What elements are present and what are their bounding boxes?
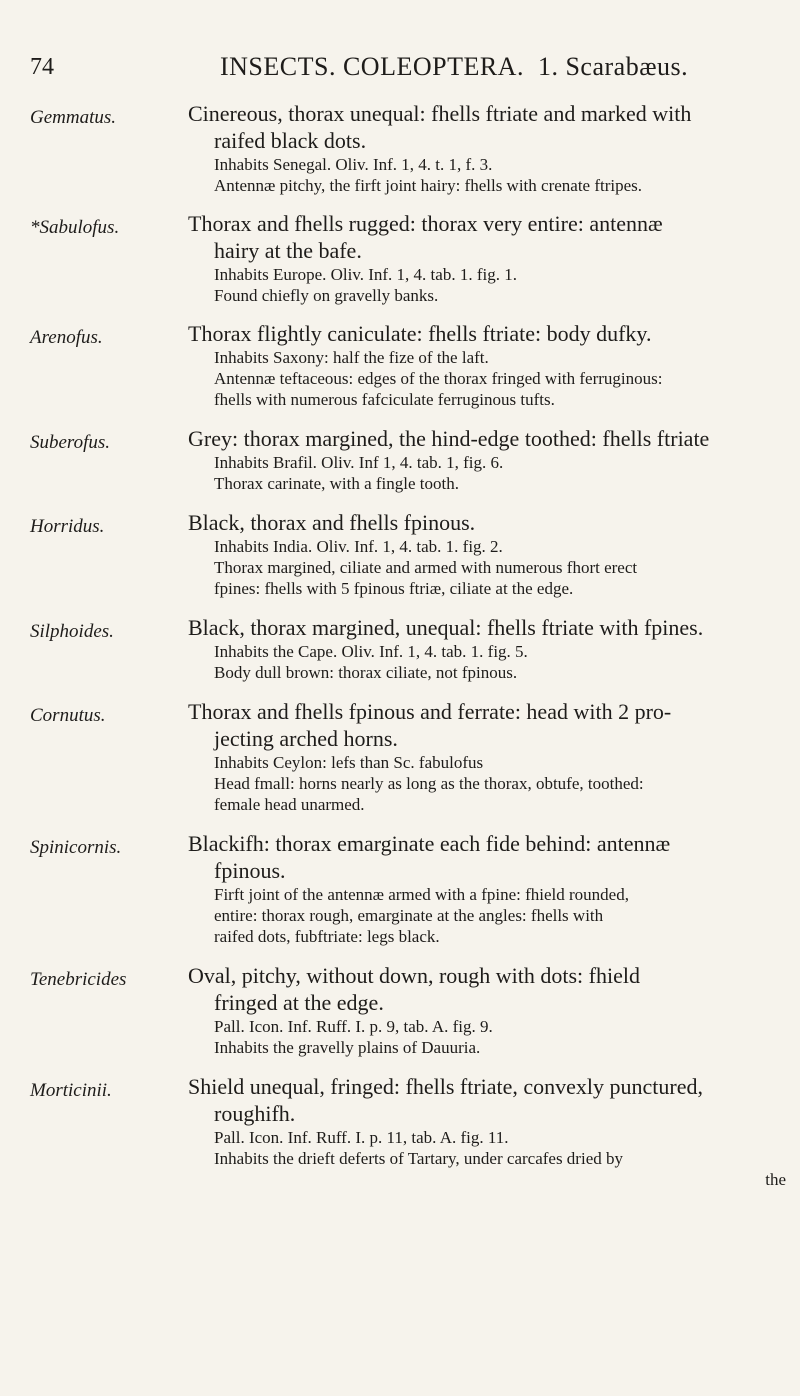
running-head-genus: 1. Scarabæus. — [537, 52, 689, 81]
species-detail: Body dull brown: thorax ciliate, not fpinous. — [214, 663, 518, 682]
species-entry — [30, 698, 790, 815]
species-description: Shield unequal, fringed: fhells ftriate, convexly punctured, roughifh. — [188, 1074, 704, 1126]
page-header — [30, 52, 780, 92]
species-entry — [30, 320, 790, 410]
species-detail: Thorax margined, ciliate and armed with numerous fhort erect — [214, 558, 638, 577]
species-detail: entire: thorax rough, emarginate at the angles: fhells with — [214, 906, 604, 925]
species-detail: fpines: fhells with 5 fpinous ftriæ, ciliate at the edge. — [214, 579, 574, 598]
species-detail: Pall. Icon. Inf. Ruff. I. p. 9, tab. A. fig. 9. — [214, 1017, 493, 1036]
species-entry — [30, 830, 790, 947]
species-description: Black, thorax margined, unequal: fhells ftriate with fpines. — [188, 615, 704, 640]
species-detail: Inhabits the drieft deferts of Tartary, under carcafes dried by — [214, 1149, 623, 1168]
species-detail: Found chiefly on gravelly banks. — [214, 286, 439, 305]
species-detail: the — [765, 1170, 786, 1189]
species-description: Thorax and fhells fpinous and ferrate: head with 2 pro- jecting arched horns. — [188, 699, 672, 751]
species-name: Arenofus. — [30, 327, 103, 348]
species-description: Thorax and fhells rugged: thorax very entire: antennæ hairy at the bafe. — [188, 211, 663, 263]
species-name: Silphoides. — [30, 621, 114, 642]
species-entry — [30, 509, 790, 599]
species-detail: Inhabits Senegal. Oliv. Inf. 1, 4. t. 1, f. 3. — [214, 155, 493, 174]
species-description: Blackifh: thorax emarginate each fide behind: antennæ fpinous. — [188, 831, 671, 883]
species-detail: Inhabits Europe. Oliv. Inf. 1, 4. tab. 1. fig. 1. — [214, 265, 517, 284]
running-head-title: INSECTS. COLEOPTERA. — [220, 52, 524, 81]
species-entry — [30, 100, 790, 196]
species-entries — [30, 100, 790, 1190]
species-description: Thorax flightly caniculate: fhells ftriate: body dufky. — [188, 321, 652, 346]
species-detail: female head unarmed. — [214, 795, 365, 814]
species-name: Spinicornis. — [30, 837, 122, 858]
species-detail: Inhabits Ceylon: lefs than Sc. fabulofus — [214, 753, 484, 772]
species-detail: Inhabits the gravelly plains of Dauuria. — [214, 1038, 481, 1057]
species-detail: Thorax carinate, with a fingle tooth. — [214, 474, 459, 493]
species-entry — [30, 962, 790, 1058]
species-name: Horridus. — [30, 516, 105, 537]
species-detail: raifed dots, fubftriate: legs black. — [214, 927, 440, 946]
species-name: Gemmatus. — [30, 107, 117, 128]
species-name: Cornutus. — [30, 705, 106, 726]
species-detail: Antennæ pitchy, the firft joint hairy: fhells with crenate ftripes. — [214, 176, 643, 195]
species-name: *Sabulofus. — [30, 217, 120, 238]
species-detail: fhells with numerous fafciculate ferruginous tufts. — [214, 390, 555, 409]
species-detail: Antennæ teftaceous: edges of the thorax fringed with ferruginous: — [214, 369, 663, 388]
page-number: 74 — [30, 54, 54, 80]
species-entry — [30, 425, 790, 494]
species-description: Black, thorax and fhells fpinous. — [188, 510, 476, 535]
species-description: Cinereous, thorax unequal: fhells ftriate and marked with raifed black dots. — [188, 101, 692, 153]
species-detail: Firft joint of the antennæ armed with a fpine: fhield rounded, — [214, 885, 629, 904]
species-detail: Inhabits Brafil. Oliv. Inf 1, 4. tab. 1, fig. 6. — [214, 453, 504, 472]
species-detail: Inhabits the Cape. Oliv. Inf. 1, 4. tab. 1. fig. 5. — [214, 642, 528, 661]
species-detail: Inhabits India. Oliv. Inf. 1, 4. tab. 1. fig. 2. — [214, 537, 503, 556]
species-description: Grey: thorax margined, the hind-edge toothed: fhells ftriate — [188, 426, 710, 451]
species-entry — [30, 614, 790, 683]
species-detail: Head fmall: horns nearly as long as the thorax, obtufe, toothed: — [214, 774, 644, 793]
species-name: Suberofus. — [30, 432, 111, 453]
species-name: Morticinii. — [30, 1080, 112, 1101]
species-entry — [30, 1073, 790, 1190]
species-description: Oval, pitchy, without down, rough with dots: fhield fringed at the edge. — [188, 963, 640, 1015]
species-name: Tenebricides — [30, 969, 127, 990]
species-entry — [30, 210, 790, 306]
species-detail: Pall. Icon. Inf. Ruff. I. p. 11, tab. A. fig. 11. — [214, 1128, 509, 1147]
running-head — [220, 52, 688, 82]
species-detail: Inhabits Saxony: half the fize of the laft. — [214, 348, 489, 367]
